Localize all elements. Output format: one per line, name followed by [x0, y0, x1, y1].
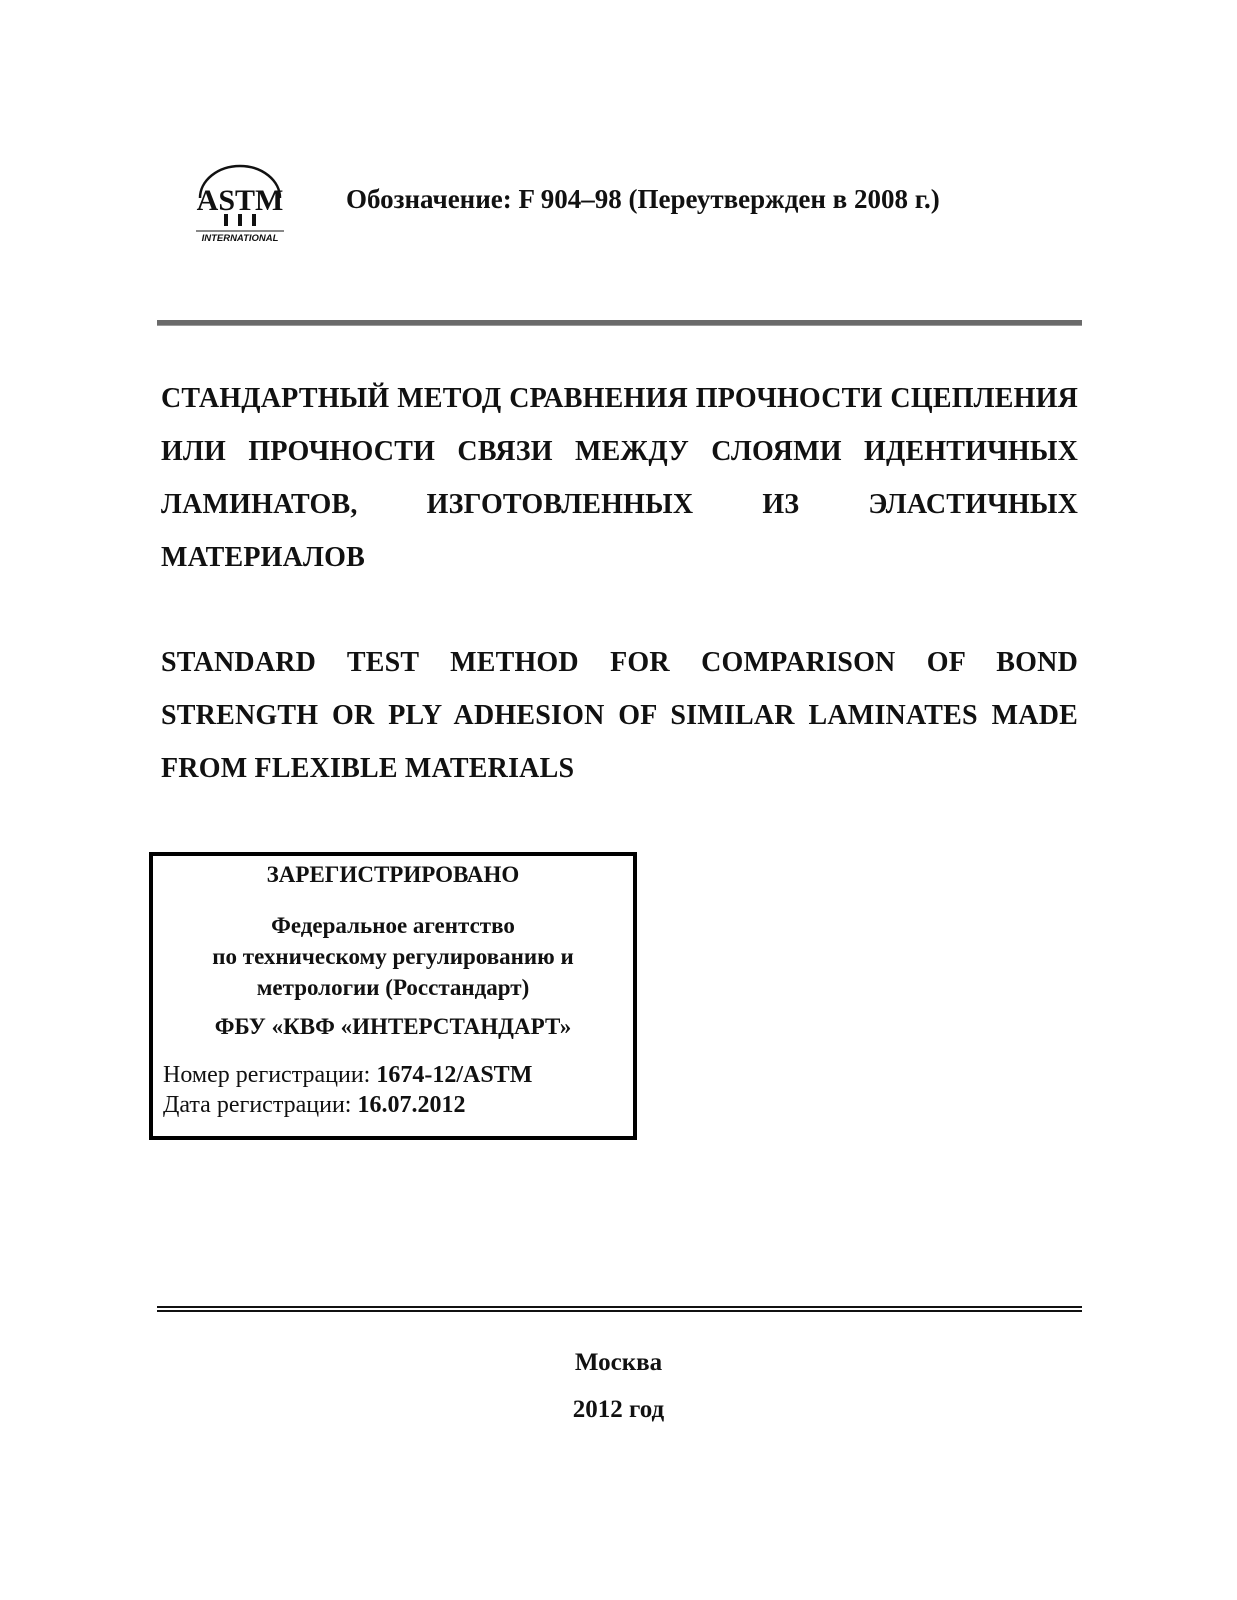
astm-logo-subtext: INTERNATIONAL — [201, 233, 279, 244]
registration-date-value: 16.07.2012 — [357, 1092, 466, 1118]
agency-line-3: метрологии (Росстандарт) — [256, 975, 530, 1000]
registration-date — [163, 1092, 465, 1119]
registration-date-label: Дата регистрации: — [163, 1092, 358, 1118]
astm-logo — [192, 158, 288, 244]
title-english: STANDARD TEST METHOD FOR COMPARISON OF BOND STRENGTH OR PLY ADHESION OF SIMILAR LAMINATES MADE FROM FLEXIBLE MATERIALS — [161, 647, 1078, 784]
registration-number-label: Номер регистрации: — [163, 1062, 377, 1088]
designation: Обозначение: F 904–98 (Переутвержден в 2008 г.) — [346, 184, 940, 214]
registration-agency — [153, 910, 633, 1003]
publication-city: Москва — [574, 1349, 663, 1376]
registration-number — [163, 1062, 532, 1089]
publication-year: 2012 год — [572, 1396, 665, 1423]
agency-line-1: Федеральное агентство — [271, 913, 515, 938]
top-divider — [157, 320, 1082, 326]
registration-number-value: 1674-12/ASTM — [376, 1062, 533, 1088]
registration-heading: ЗАРЕГИСТРИРОВАНО — [266, 862, 520, 887]
astm-logo-icon — [192, 158, 288, 244]
title-russian: СТАНДАРТНЫЙ МЕТОД СРАВНЕНИЯ ПРОЧНОСТИ СЦЕПЛЕНИЯ ИЛИ ПРОЧНОСТИ СВЯЗИ МЕЖДУ СЛОЯМИ ИДЕНТИЧНЫХ ЛАМИНАТОВ, ИЗГОТОВЛЕННЫХ ИЗ ЭЛАСТИЧНЫХ МАТЕРИАЛОВ — [161, 383, 1078, 573]
bottom-divider — [157, 1306, 1082, 1312]
registration-box — [149, 852, 637, 1140]
agency-line-2: по техническому регулированию и — [212, 944, 574, 969]
astm-logo-letters: ASTM — [196, 184, 284, 217]
registration-organization: ФБУ «КВФ «ИНТЕРСТАНДАРТ» — [214, 1014, 572, 1039]
